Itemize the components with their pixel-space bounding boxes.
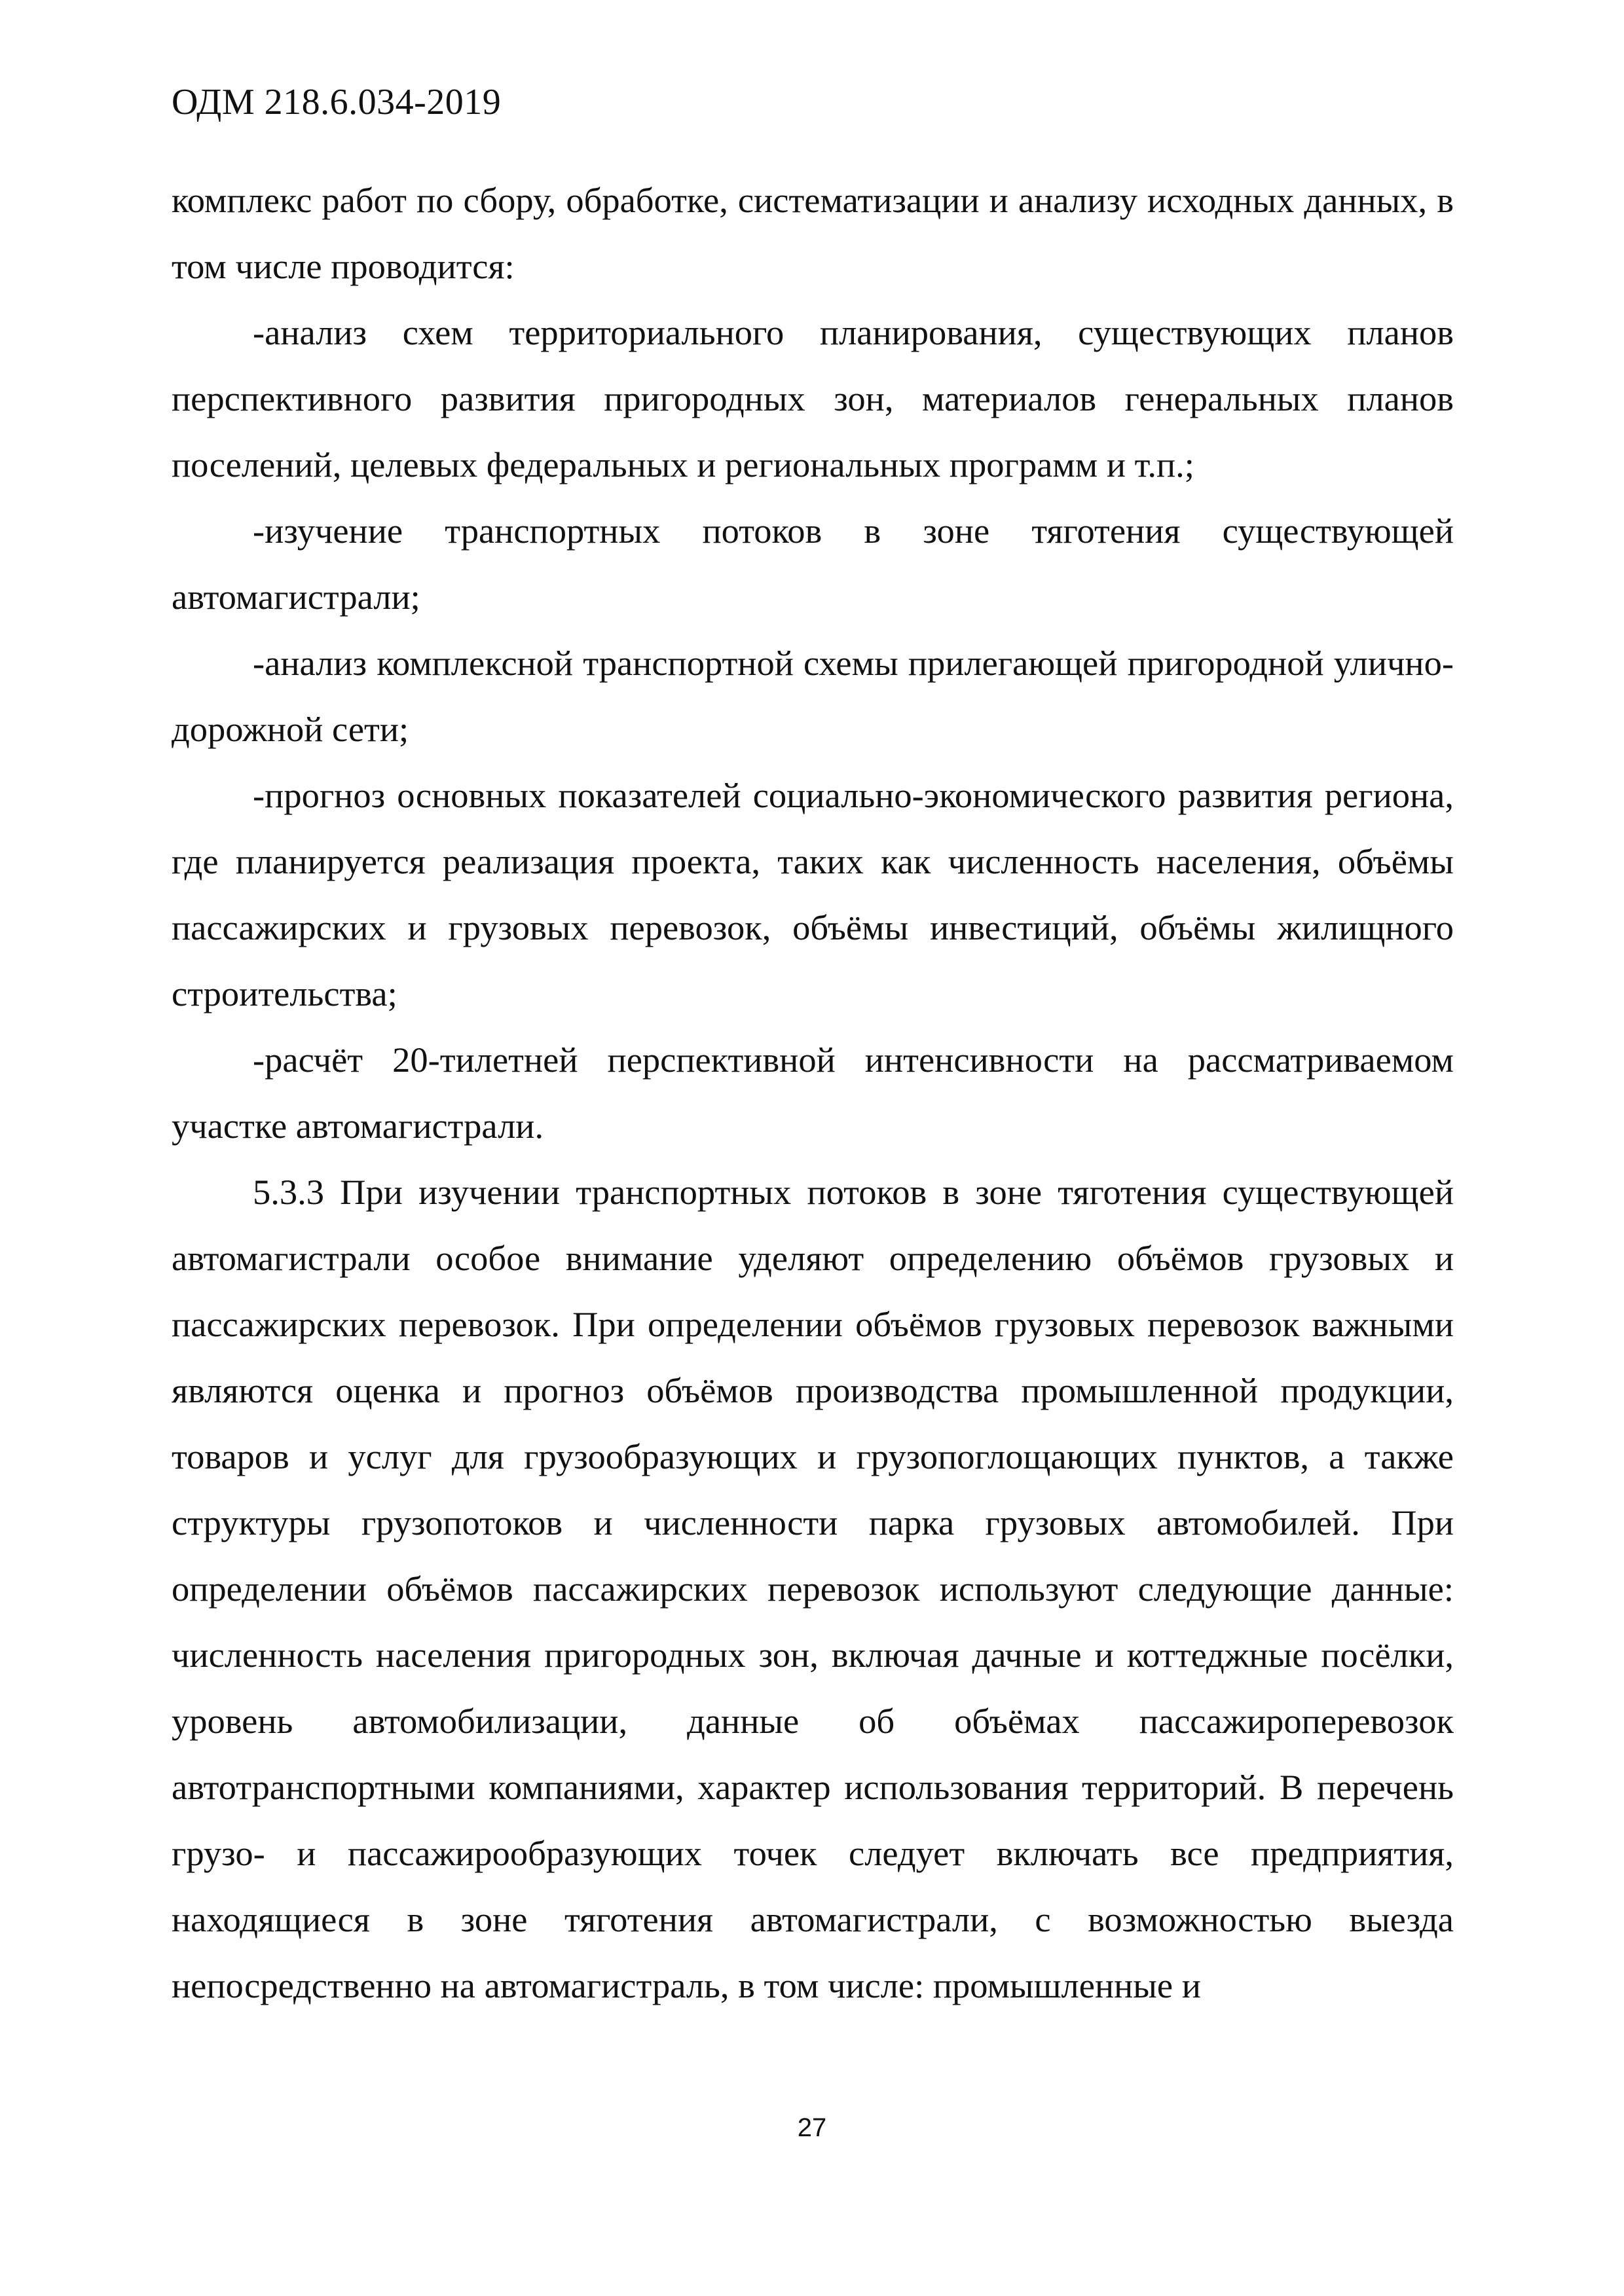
list-item-traffic-flows: -изучение транспортных потоков в зоне тяготения существующей автомагистрали; — [172, 511, 1454, 617]
paragraph-continuation: комплекс работ по сбору, обработке, систематизации и анализу исходных данных, в том числе проводится: — [172, 180, 1454, 286]
list-item-intensity-calculation: -расчёт 20-тилетней перспективной интенсивности на рассматриваемом участке автомагистрали. — [172, 1040, 1454, 1146]
document-code-header: ОДМ 218.6.034-2019 — [172, 82, 502, 122]
list-item-socio-economic-forecast: -прогноз основных показателей социально-экономического развития региона, где планируется реализация проекта, таких как численность населения, объёмы пассажирских и грузовых перевозок, объёмы инвестиций, объёмы жилищного строительства; — [172, 775, 1454, 1013]
body-text — [172, 167, 1454, 2018]
section-5-3-3-paragraph: 5.3.3 При изучении транспортных потоков в зоне тяготения существующей автомагистрали особое внимание уделяют определению объёмов грузовых и пассажирских перевозок. При определении объёмов грузовых перевозок важными являются оценка и прогноз объёмов производства промышленной продукции, товаров и услуг для грузообразующих и грузопоглощающих пунктов, а также структуры грузопотоков и численности парка грузовых автомобилей. При определении объёмов пассажирских перевозок используют следующие данные: численность населения пригородных зон, включая дачные и коттеджные посёлки, уровень автомобилизации, данные об объёмах пассажироперевозок автотранспортными компаниями, характер использования территорий. В перечень грузо- и пассажирообразующих точек следует включать все предприятия, находящиеся в зоне тяготения автомагистрали, с возможностью выезда непосредственно на автомагистраль, в том числе: промышленные и — [172, 1172, 1454, 2005]
list-item-territorial-planning: -анализ схем территориального планирования, существующих планов перспективного развития пригородных зон, материалов генеральных планов поселений, целевых федеральных и региональных программ и т.п.; — [172, 312, 1454, 484]
page-number: 27 — [797, 2113, 827, 2142]
list-item-transport-scheme: -анализ комплексной транспортной схемы прилегающей пригородной улично-дорожной сети; — [172, 643, 1454, 749]
